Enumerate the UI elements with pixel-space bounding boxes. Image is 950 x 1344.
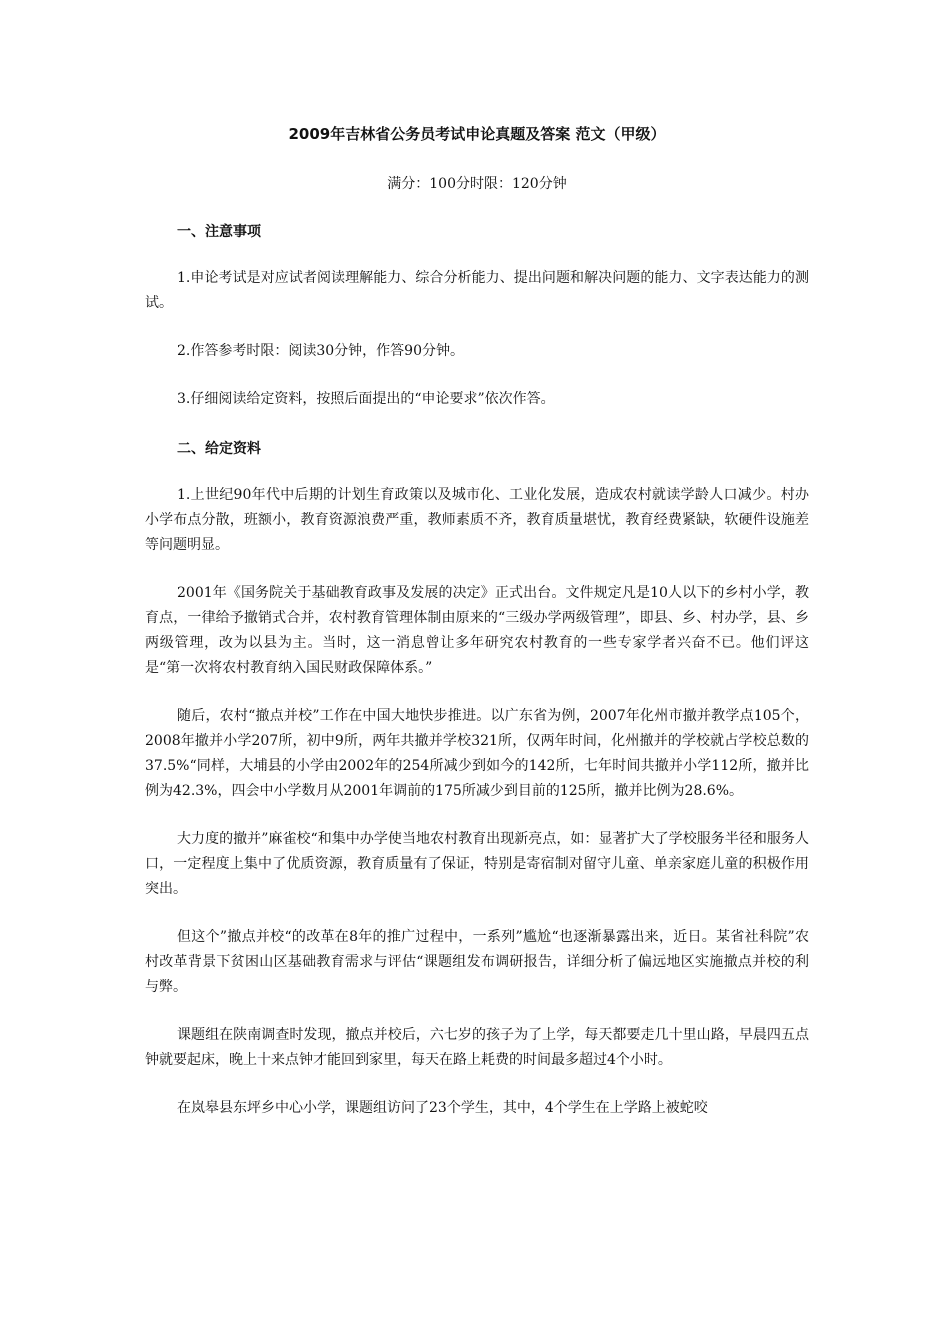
note-item: 1.申论考试是对应试者阅读理解能力、综合分析能力、提出问题和解决问题的能力、文字表达能力的测试。 xyxy=(145,270,809,311)
material-paragraph: 随后，农村“撤点并校”工作在中国大地快步推进。以广东省为例，2007年化州市撤并教学点105个，2008年撤并小学207所，初中9所，两年共撤并学校321所，仅两年时间，化州撤并的学校就占学校总数的37.5%“同样，大埔县的小学由2002年的254所减少到如今的142所，七年时间共撤并小学112所，撤并比例为42.3%，四会中小学数月从2001年调前的175所减少到目前的125所，撤并比例为28.6%。 xyxy=(145,708,809,799)
document-title: 2009年吉林省公务员考试申论真题及答案 范文（甲级） xyxy=(288,125,666,143)
section-heading-notes: 一、注意事项 xyxy=(177,224,261,240)
material-paragraph: 在岚皋县东坪乡中心小学，课题组访问了23个学生，其中，4个学生在上学路上被蛇咬 xyxy=(177,1100,708,1116)
section-heading-materials: 二、给定资料 xyxy=(177,441,261,457)
material-paragraph: 2001年《国务院关于基础教育政事及发展的决定》正式出台。文件规定凡是10人以下的乡村小学，教育点，一律给予撤销式合并，农村教育管理体制由原来的“三级办学两级管理”，即县、乡、村办学，县、乡两级管理，改为以县为主。当时，这一消息曾让多年研究农村教育的一些专家学者兴奋不已。他们评这是“第一次将农村教育纳入国民财政保障体系。” xyxy=(145,585,809,676)
material-paragraph: 但这个”撤点并校“的改革在8年的推广过程中，一系列”尴尬“也逐渐暴露出来，近日。某省社科院”农村改革背景下贫困山区基础教育需求与评估“课题组发布调研报告，详细分析了偏远地区实施撤点并校的利与弊。 xyxy=(145,929,809,995)
note-item: 2.作答参考时限：阅读30分钟，作答90分钟。 xyxy=(177,343,464,359)
note-item: 3.仔细阅读给定资料，按照后面提出的“申论要求”依次作答。 xyxy=(177,391,555,407)
exam-meta: 满分：100分时限：120分钟 xyxy=(387,176,567,192)
document-page xyxy=(145,120,809,1144)
material-paragraph: 课题组在陕南调查时发现，撤点并校后，六七岁的孩子为了上学，每天都要走几十里山路，早晨四五点钟就要起床，晚上十来点钟才能回到家里，每天在路上耗费的时间最多超过4个小时。 xyxy=(145,1027,809,1068)
material-paragraph: 大力度的撤并”麻雀校“和集中办学使当地农村教育出现新亮点，如：显著扩大了学校服务半径和服务人口，一定程度上集中了优质资源，教育质量有了保证，特别是寄宿制对留守儿童、单亲家庭儿童的积极作用突出。 xyxy=(145,831,809,897)
material-paragraph: 1.上世纪90年代中后期的计划生育政策以及城市化、工业化发展，造成农村就读学龄人口减少。村办小学布点分散，班额小，教育资源浪费严重，教师素质不齐，教育质量堪忧，教育经费紧缺，软硬件设施差等问题明显。 xyxy=(145,487,809,553)
